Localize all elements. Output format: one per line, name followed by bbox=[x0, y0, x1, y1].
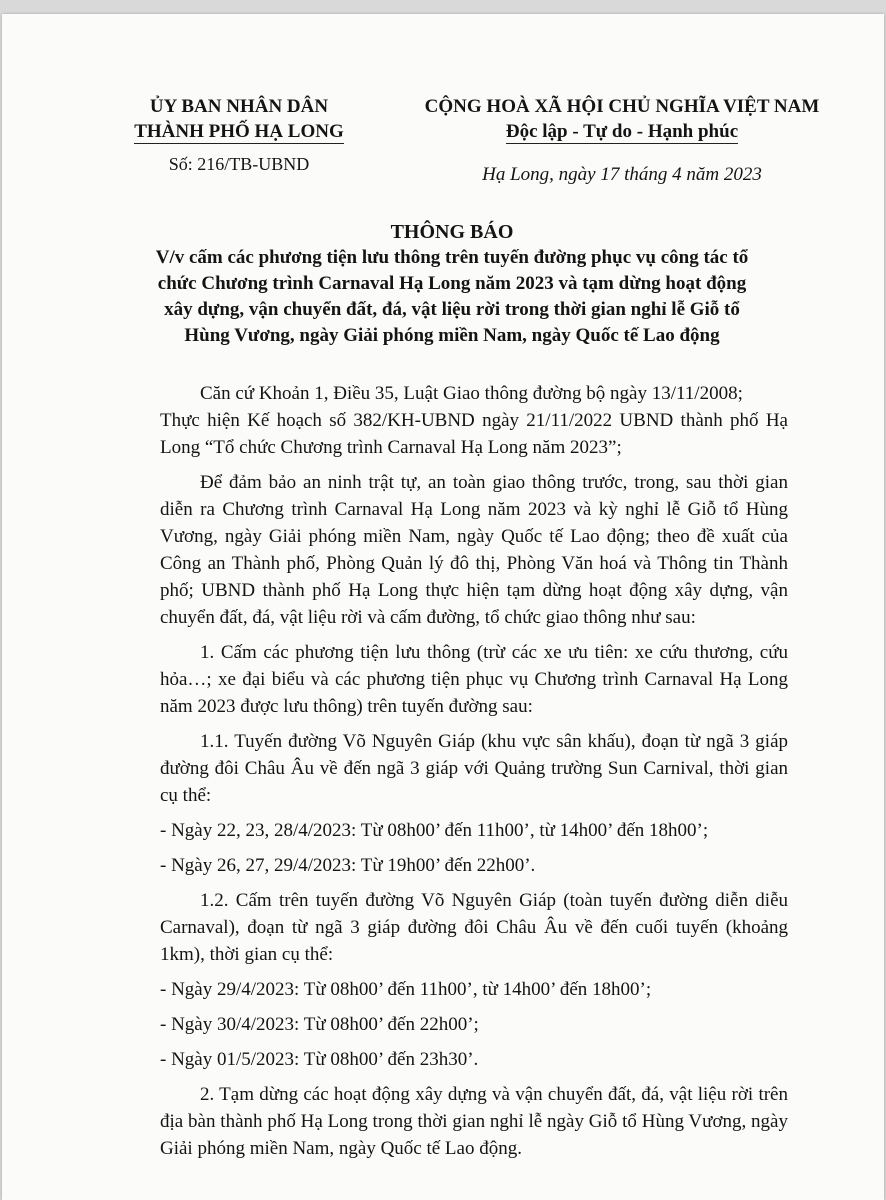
issuing-authority bbox=[114, 94, 364, 175]
paragraph-plan: Thực hiện Kế hoạch số 382/KH-UBND ngày 21/11/2022 UBND thành phố Hạ Long “Tổ chức Chương trình Carnaval Hạ Long năm 2023”; bbox=[160, 410, 788, 458]
subject-line-3: xây dựng, vận chuyển đất, đá, vật liệu rời trong thời gian nghỉ lễ Giỗ tổ bbox=[164, 299, 740, 320]
nation-line-2 bbox=[382, 119, 862, 144]
document-title: THÔNG BÁO bbox=[390, 221, 514, 243]
nation-line-1: CỘNG HOÀ XÃ HỘI CHỦ NGHĨA VIỆT NAM bbox=[424, 96, 820, 117]
paragraph-item-2: 2. Tạm dừng các hoạt động xây dựng và vận chuyển đất, đá, vật liệu rời trên địa bàn thành phố Hạ Long trong thời gian nghỉ lễ ngày Giỗ tổ Hùng Vương, ngày Giải phóng miền Nam, ngày Quốc tế Lao động. bbox=[160, 1084, 788, 1159]
title-block bbox=[132, 219, 772, 349]
schedule-line: - Ngày 22, 23, 28/4/2023: Từ 08h00’ đến 11h00’, từ 14h00’ đến 18h00’; bbox=[160, 820, 709, 841]
paragraph-item-1: 1. Cấm các phương tiện lưu thông (trừ các xe ưu tiên: xe cứu thương, cứu hỏa…; xe đại biểu và các phương tiện phục vụ Chương trình Carnaval Hạ Long năm 2023 được lưu thông) trên tuyến đường sau: bbox=[160, 642, 788, 717]
schedule-line: - Ngày 26, 27, 29/4/2023: Từ 19h00’ đến 22h00’. bbox=[160, 855, 536, 876]
paragraph-item-1-2: 1.2. Cấm trên tuyến đường Võ Nguyên Giáp (toàn tuyến đường diễn diễu Carnaval), đoạn từ ngã 3 giáp đường đôi Châu Âu về đến cuối tuyến (khoảng 1km), thời gian cụ thể: bbox=[160, 890, 788, 965]
org-line-2-text: THÀNH PHỐ HẠ LONG bbox=[134, 121, 344, 142]
document-page bbox=[2, 14, 884, 1200]
subject-line-1: V/v cấm các phương tiện lưu thông trên tuyến đường phục vụ công tác tổ bbox=[155, 247, 749, 268]
subject-line-4: Hùng Vương, ngày Giải phóng miền Nam, ngày Quốc tế Lao động bbox=[184, 325, 720, 346]
document-number: Số: 216/TB-UBND bbox=[168, 154, 310, 174]
paragraph-item-1-1: 1.1. Tuyến đường Võ Nguyên Giáp (khu vực sân khấu), đoạn từ ngã 3 giáp đường đôi Châu Âu về đến ngã 3 giáp với Quảng trường Sun Carnival, thời gian cụ thể: bbox=[160, 731, 788, 806]
national-motto bbox=[382, 94, 862, 186]
schedule-line: - Ngày 01/5/2023: Từ 08h00’ đến 23h30’. bbox=[160, 1049, 479, 1070]
nation-line-2-text: Độc lập - Tự do - Hạnh phúc bbox=[505, 121, 739, 142]
org-line-1: ỦY BAN NHÂN DÂN bbox=[149, 96, 329, 117]
subject-line-2: chức Chương trình Carnaval Hạ Long năm 2023 và tạm dừng hoạt động bbox=[157, 273, 747, 294]
place-date: Hạ Long, ngày 17 tháng 4 năm 2023 bbox=[482, 164, 762, 185]
schedule-line: - Ngày 29/4/2023: Từ 08h00’ đến 11h00’, từ 14h00’ đến 18h00’; bbox=[160, 979, 652, 1000]
schedule-line: - Ngày 30/4/2023: Từ 08h00’ đến 22h00’; bbox=[160, 1014, 479, 1035]
document-body bbox=[160, 380, 788, 1162]
org-line-2 bbox=[114, 119, 364, 144]
paragraph-legal-basis: Căn cứ Khoản 1, Điều 35, Luật Giao thông đường bộ ngày 13/11/2008; bbox=[200, 383, 743, 404]
paragraph-purpose: Để đảm bảo an ninh trật tự, an toàn giao thông trước, trong, sau thời gian diễn ra Chương trình Carnaval Hạ Long năm 2023 và kỳ nghỉ lễ Giỗ tổ Hùng Vương, ngày Giải phóng miền Nam, ngày Quốc tế Lao động; theo đề xuất của Công an Thành phố, Phòng Quản lý đô thị, Phòng Văn hoá và Thông tin Thành phố; UBND thành phố Hạ Long thực hiện tạm dừng hoạt động xây dựng, vận chuyển đất, đá, vật liệu rời và cấm đường, tổ chức giao thông như sau: bbox=[160, 472, 788, 628]
